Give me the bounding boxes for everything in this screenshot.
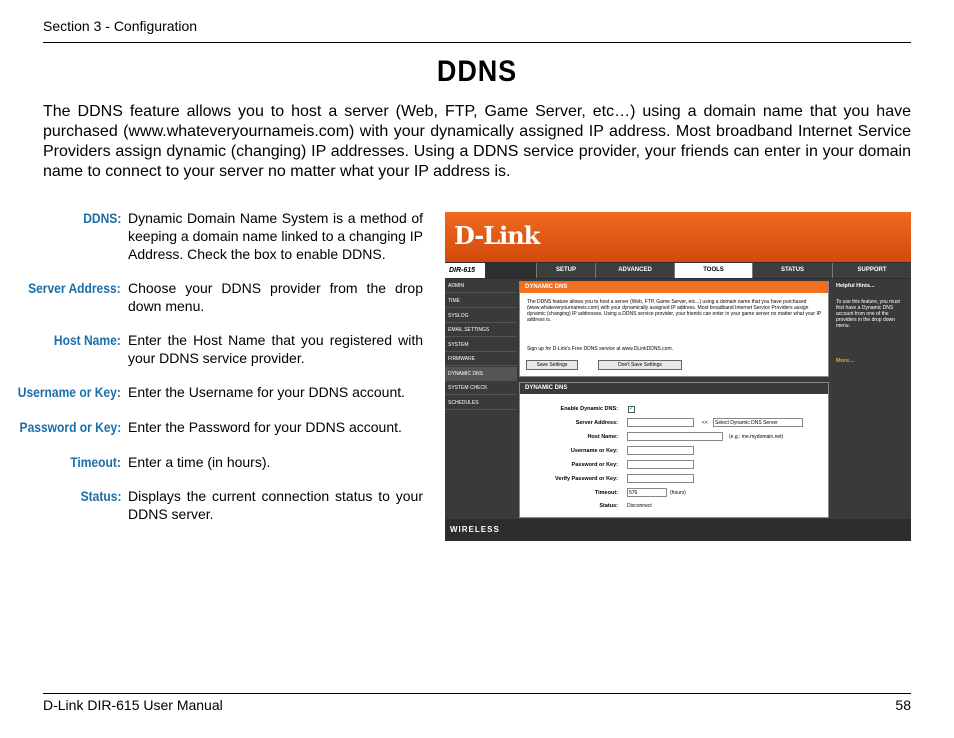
- timeout-input[interactable]: 576: [627, 488, 667, 497]
- screenshot-footer: [445, 519, 911, 541]
- term-password: Password or Key:: [19, 419, 121, 435]
- password-input[interactable]: [627, 460, 694, 469]
- form-panel-title: DYNAMIC DNS: [520, 383, 828, 394]
- dont-save-settings-button[interactable]: Don't Save Settings: [598, 360, 682, 370]
- model-label: DIR-615: [445, 263, 485, 278]
- term-timeout: Timeout:: [70, 454, 121, 470]
- section-header: Section 3 - Configuration: [43, 18, 198, 34]
- bottom-divider: [43, 693, 911, 694]
- tab-advanced[interactable]: ADVANCED: [595, 263, 674, 278]
- server-address-input[interactable]: [627, 418, 694, 427]
- signup-text: Sign up for D-Link's Free DDNS service at www.DLinkDDNS.com.: [527, 346, 673, 352]
- username-input[interactable]: [627, 446, 694, 455]
- tab-support[interactable]: SUPPORT: [832, 263, 911, 278]
- router-screenshot: [445, 212, 911, 541]
- page-title: DDNS: [436, 55, 518, 88]
- info-panel: [519, 281, 829, 377]
- desc-server-address: Choose your DDNS provider from the drop down menu.: [128, 280, 423, 314]
- status-value: Disconnect: [627, 503, 652, 509]
- server-select[interactable]: Select Dynamic DNS Server: [713, 418, 803, 427]
- enable-ddns-checkbox[interactable]: ✓: [629, 406, 635, 412]
- term-host-name: Host Name:: [54, 332, 121, 348]
- username-label: Username or Key:: [570, 448, 618, 454]
- helpful-hints-title: Helpful Hints...: [836, 283, 875, 289]
- verify-password-input[interactable]: [627, 474, 694, 483]
- page-number: 58: [895, 697, 911, 713]
- desc-password: Enter the Password for your DDNS account.: [128, 419, 402, 435]
- host-name-input[interactable]: [627, 432, 723, 441]
- term-username: Username or Key:: [17, 384, 121, 400]
- nav-system-check[interactable]: SYSTEM CHECK: [445, 381, 517, 395]
- manual-title: D-Link DIR-615 User Manual: [43, 697, 223, 713]
- nav-admin[interactable]: ADMIN: [445, 279, 517, 293]
- term-server-address: Server Address:: [28, 280, 121, 296]
- desc-timeout: Enter a time (in hours).: [128, 454, 271, 470]
- desc-status: Displays the current connection status to your DDNS server.: [128, 488, 423, 522]
- status-label: Status:: [599, 503, 618, 509]
- save-settings-button[interactable]: Save Settings: [526, 360, 578, 370]
- intro-paragraph: The DDNS feature allows you to host a server (Web, FTP, Game Server, etc…) using a domain name that you have purchased (www.whateveryournameis.com) with your dynamically assigned IP address. Most broadband Internet Service Providers assign dynamic (changing) IP addresses. Using a DDNS service provider, your friends can enter in your domain name to connect to your server no matter what your IP address is.: [43, 103, 911, 180]
- nav-time[interactable]: TIME: [445, 294, 517, 308]
- tab-tools[interactable]: TOOLS: [674, 263, 752, 278]
- timeout-unit: (hours): [670, 490, 686, 496]
- timeout-label: Timeout:: [594, 490, 618, 496]
- nav-firmware[interactable]: FIRMWARE: [445, 352, 517, 366]
- dlink-logo: D-Link: [454, 221, 540, 250]
- wireless-brand: WIRELESS: [450, 525, 500, 534]
- desc-username: Enter the Username for your DDNS account.: [128, 384, 406, 400]
- host-name-hint: (e.g.: me.mydomain.net): [729, 434, 784, 440]
- tab-status[interactable]: STATUS: [752, 263, 832, 278]
- verify-password-label: Verify Password or Key:: [555, 476, 618, 482]
- host-name-label: Host Name:: [587, 434, 618, 440]
- nav-syslog[interactable]: SYSLOG: [445, 309, 517, 323]
- top-divider: [43, 42, 911, 43]
- server-address-label: Server Address:: [575, 420, 618, 426]
- info-panel-text: The DDNS feature allows you to host a server (Web, FTP, Game Server, etc...) using a domain name that you have purchased (www.whateveryournameis.com) with your dynamically assigned IP address. Most broadband Internet Service Providers assign dynamic (changing) IP addresses. Using a DDNS service provider, your friends can enter in your game server no matter what your IP address is.: [527, 299, 822, 323]
- nav-system[interactable]: SYSTEM: [445, 338, 517, 352]
- enable-ddns-label: Enable Dynamic DNS:: [560, 406, 618, 412]
- nav-email-settings[interactable]: EMAIL SETTINGS: [445, 323, 517, 337]
- more-link[interactable]: More...: [836, 358, 854, 364]
- server-copy-arrows[interactable]: <<: [702, 420, 708, 426]
- form-panel: [519, 382, 829, 518]
- desc-host-name: Enter the Host Name that you registered with your DDNS service provider.: [128, 332, 423, 366]
- helpful-hints-text: To use this feature, you must first have a Dynamic DNS account from one of the providers in the drop down menu.: [836, 299, 900, 329]
- nav-dynamic-dns[interactable]: DYNAMIC DNS: [445, 367, 517, 381]
- term-ddns: DDNS:: [82, 210, 121, 226]
- tab-setup[interactable]: SETUP: [536, 263, 595, 278]
- nav-schedules[interactable]: SCHEDULES: [445, 396, 517, 410]
- password-label: Password or Key:: [571, 462, 618, 468]
- desc-ddns: Dynamic Domain Name System is a method of keeping a domain name linked to a changing IP Address. Check the box to enable DDNS.: [128, 210, 423, 262]
- info-panel-title: DYNAMIC DNS: [520, 282, 828, 293]
- term-status: Status:: [80, 488, 121, 504]
